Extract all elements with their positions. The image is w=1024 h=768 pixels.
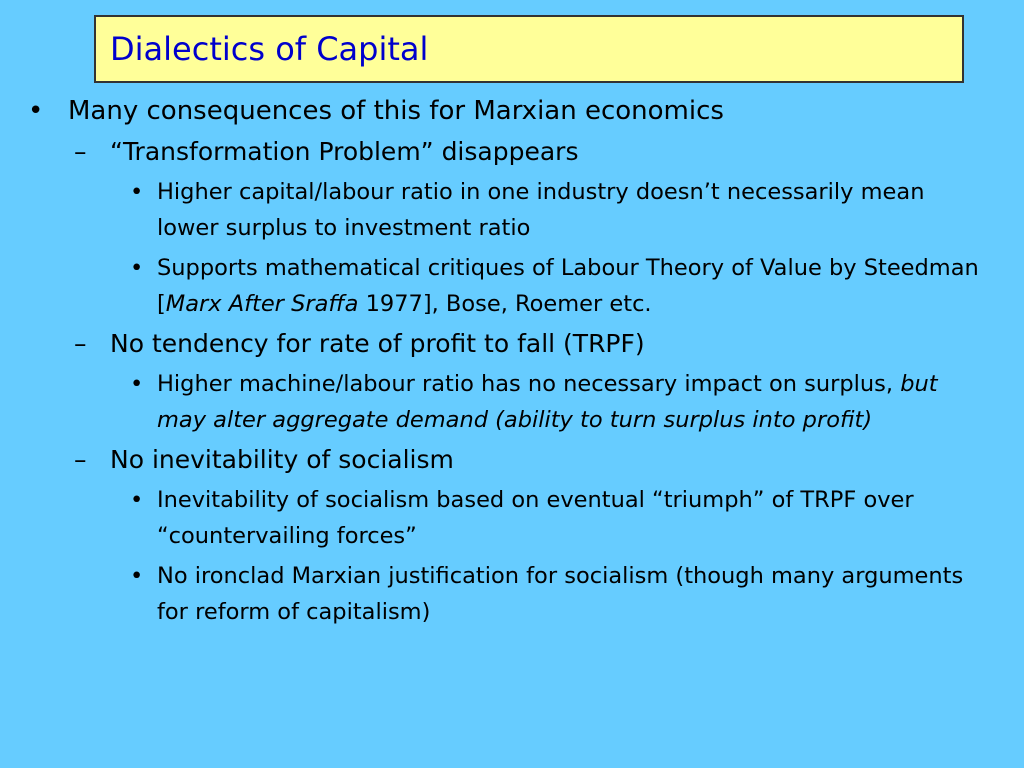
bullet-marker: • xyxy=(130,487,144,513)
point-inevitability xyxy=(0,482,1024,554)
slide-content xyxy=(0,92,1024,634)
point-ironclad xyxy=(0,558,1024,630)
bullet-marker: • xyxy=(130,371,144,397)
subbullet-trpf xyxy=(0,326,1024,362)
bullet-marker: • xyxy=(130,255,144,281)
point-text-italic: but may alter aggregate demand (ability to turn surplus into profit) xyxy=(157,371,938,433)
book-title: Marx After Sraffa xyxy=(165,291,359,317)
bullet-marker: • xyxy=(28,96,44,126)
bullet-marker: • xyxy=(130,563,144,589)
point-steedman xyxy=(0,250,1024,322)
bullet-marker: • xyxy=(130,179,144,205)
subbullet-text: No inevitability of socialism xyxy=(110,445,454,474)
point-text: Inevitability of socialism based on eventual “triumph” of TRPF over “countervailing forces” xyxy=(157,487,914,549)
subbullet-socialism xyxy=(0,442,1024,478)
point-machine-labour xyxy=(0,366,1024,438)
point-capital-labour xyxy=(0,174,1024,246)
subbullet-text: “Transformation Problem” disappears xyxy=(110,137,579,166)
bullet-level1 xyxy=(0,92,1024,130)
dash-marker: – xyxy=(74,445,87,474)
point-text: No ironclad Marxian justification for socialism (though many arguments for reform of capitalism) xyxy=(157,563,964,625)
dash-marker: – xyxy=(74,329,87,358)
subbullet-transformation xyxy=(0,134,1024,170)
point-text-end: 1977], Bose, Roemer etc. xyxy=(358,291,652,317)
bullet-text: Many consequences of this for Marxian economics xyxy=(68,96,724,126)
point-text: Higher machine/labour ratio has no necessary impact on surplus, xyxy=(157,371,901,397)
point-text: Supports mathematical critiques of Labour Theory of Value by Steedman [ xyxy=(157,255,979,317)
dash-marker: – xyxy=(74,137,87,166)
slide-title-box xyxy=(94,15,964,83)
point-text: Higher capital/labour ratio in one industry doesn’t necessarily mean lower surplus to investment ratio xyxy=(157,179,925,241)
slide-title: Dialectics of Capital xyxy=(110,30,429,68)
subbullet-text: No tendency for rate of profit to fall (TRPF) xyxy=(110,329,645,358)
